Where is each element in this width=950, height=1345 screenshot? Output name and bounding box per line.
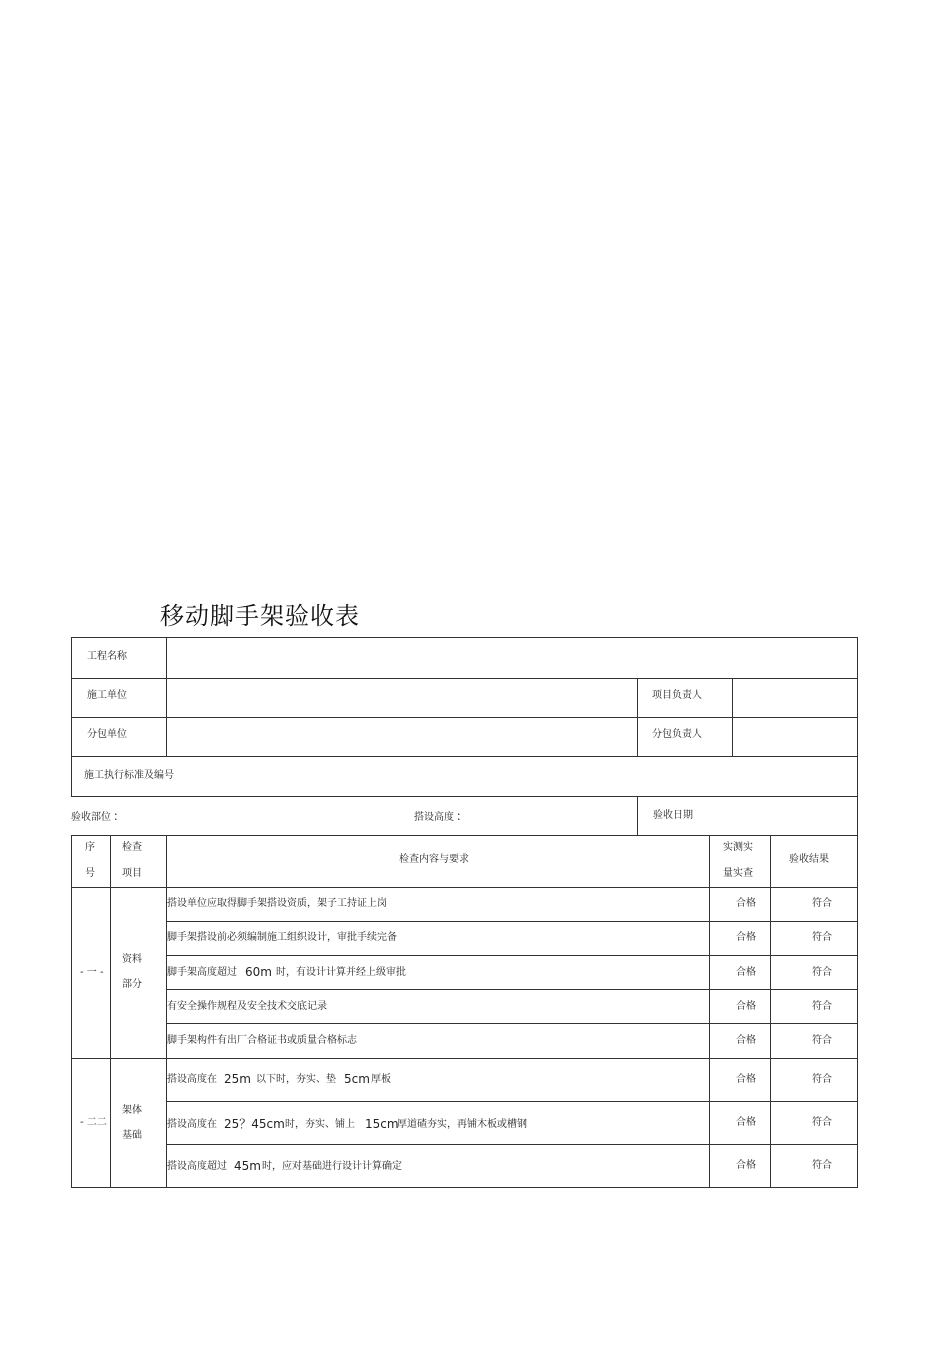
table-line: [732, 678, 733, 757]
row-result: 符合: [812, 1074, 832, 1085]
col-seq-1: 序: [85, 842, 95, 853]
acceptance-table: [71, 637, 858, 1188]
col-seq-2: 号: [85, 868, 95, 879]
row-measure: 合格: [736, 1074, 756, 1085]
row-content-part: 厚板: [371, 1074, 391, 1085]
contractor-label: 施工单位: [87, 690, 127, 701]
row-measure: 合格: [736, 1160, 756, 1171]
table-line: [71, 756, 858, 757]
group-item-1: 架体: [122, 1105, 142, 1116]
table-line: [71, 835, 72, 1188]
row-content: 搭设单位应取得脚手架搭设资质，架子工持证上岗: [167, 898, 387, 909]
row-measure: 合格: [736, 1001, 756, 1012]
row-content-part: 以下时，夯实、垫: [256, 1074, 336, 1085]
subcontractor-label: 分包单位: [87, 729, 127, 740]
project-name-label: 工程名称: [87, 651, 127, 662]
row-measure: 合格: [736, 1117, 756, 1128]
row-result: 符合: [812, 1117, 832, 1128]
table-line: [71, 717, 858, 718]
row-result: 符合: [812, 1035, 832, 1046]
row-measure: 合格: [736, 1035, 756, 1046]
row-content-part: 厚道碴夯实，再铺木板或槽钢: [397, 1119, 527, 1130]
row-content-number: 25m: [224, 1072, 251, 1086]
row-content: 脚手架搭设前必须编制施工组织设计，审批手续完备: [167, 932, 397, 943]
table-line: [166, 1101, 858, 1102]
row-content-number: 60m: [245, 965, 272, 979]
row-content-part: 搭设高度超过: [167, 1161, 227, 1172]
row-result: 符合: [812, 932, 832, 943]
table-line: [110, 835, 111, 1188]
table-line: [637, 796, 638, 836]
location-label: 验收部位: [71, 812, 111, 823]
table-line: [71, 637, 72, 797]
table-line: [857, 637, 858, 1188]
table-line: [71, 637, 858, 638]
row-content: 脚手架构件有出厂合格证书或质量合格标志: [167, 1035, 357, 1046]
height-colon: ：: [456, 809, 469, 823]
group-item-2: 基础: [122, 1130, 142, 1141]
table-line: [166, 955, 858, 956]
col-item-1: 检查: [122, 842, 142, 853]
row-content-part: 时，有设计计算并经上级审批: [276, 967, 406, 978]
col-result: 验收结果: [789, 854, 829, 865]
table-line: [166, 1023, 858, 1024]
group-seq: - 一 -: [80, 967, 104, 978]
row-measure: 合格: [736, 967, 756, 978]
row-content-number: 15cm: [365, 1117, 399, 1131]
row-content: 有安全操作规程及安全技术交底记录: [167, 1001, 327, 1012]
table-line: [637, 678, 638, 757]
row-content-part: 时，应对基础进行设计计算确定: [262, 1161, 402, 1172]
project-manager-label: 项目负责人: [652, 690, 702, 701]
row-content-number: 45m: [234, 1159, 261, 1173]
table-line: [709, 835, 710, 1188]
group-item-2: 部分: [122, 979, 142, 990]
col-content: 检查内容与要求: [399, 854, 469, 865]
location-colon: ：: [113, 809, 126, 823]
table-line: [71, 796, 858, 797]
row-measure: 合格: [736, 932, 756, 943]
row-content-part: 时，夯实、铺上: [285, 1119, 355, 1130]
row-result: 符合: [812, 898, 832, 909]
row-content-number: 25？45cm: [224, 1117, 285, 1131]
date-label: 验收日期: [653, 810, 693, 821]
table-line: [770, 835, 771, 1188]
table-line: [166, 989, 858, 990]
row-result: 符合: [812, 1160, 832, 1171]
group-seq: - 二二: [80, 1117, 107, 1128]
col-measure-2: 量实查: [723, 868, 753, 879]
row-measure: 合格: [736, 898, 756, 909]
table-line: [71, 1187, 858, 1188]
height-label: 搭设高度: [414, 812, 454, 823]
table-line: [166, 1144, 858, 1145]
table-line: [166, 921, 858, 922]
row-content-part: 搭设高度在: [167, 1074, 217, 1085]
table-line: [71, 1058, 858, 1059]
table-line: [71, 835, 858, 836]
table-line: [71, 678, 858, 679]
standard-label: 施工执行标准及编号: [84, 770, 174, 781]
col-item-2: 项目: [122, 868, 142, 879]
document-title: 移动脚手架验收表: [160, 602, 360, 630]
group-item-1: 资料: [122, 954, 142, 965]
table-line: [166, 637, 167, 757]
sub-manager-label: 分包负责人: [652, 729, 702, 740]
row-result: 符合: [812, 1001, 832, 1012]
row-content-part: 搭设高度在: [167, 1119, 217, 1130]
row-result: 符合: [812, 967, 832, 978]
table-line: [71, 887, 858, 888]
row-content-part: 脚手架高度超过: [167, 967, 237, 978]
row-content-number: 5cm: [344, 1072, 370, 1086]
col-measure-1: 实测实: [723, 842, 753, 853]
